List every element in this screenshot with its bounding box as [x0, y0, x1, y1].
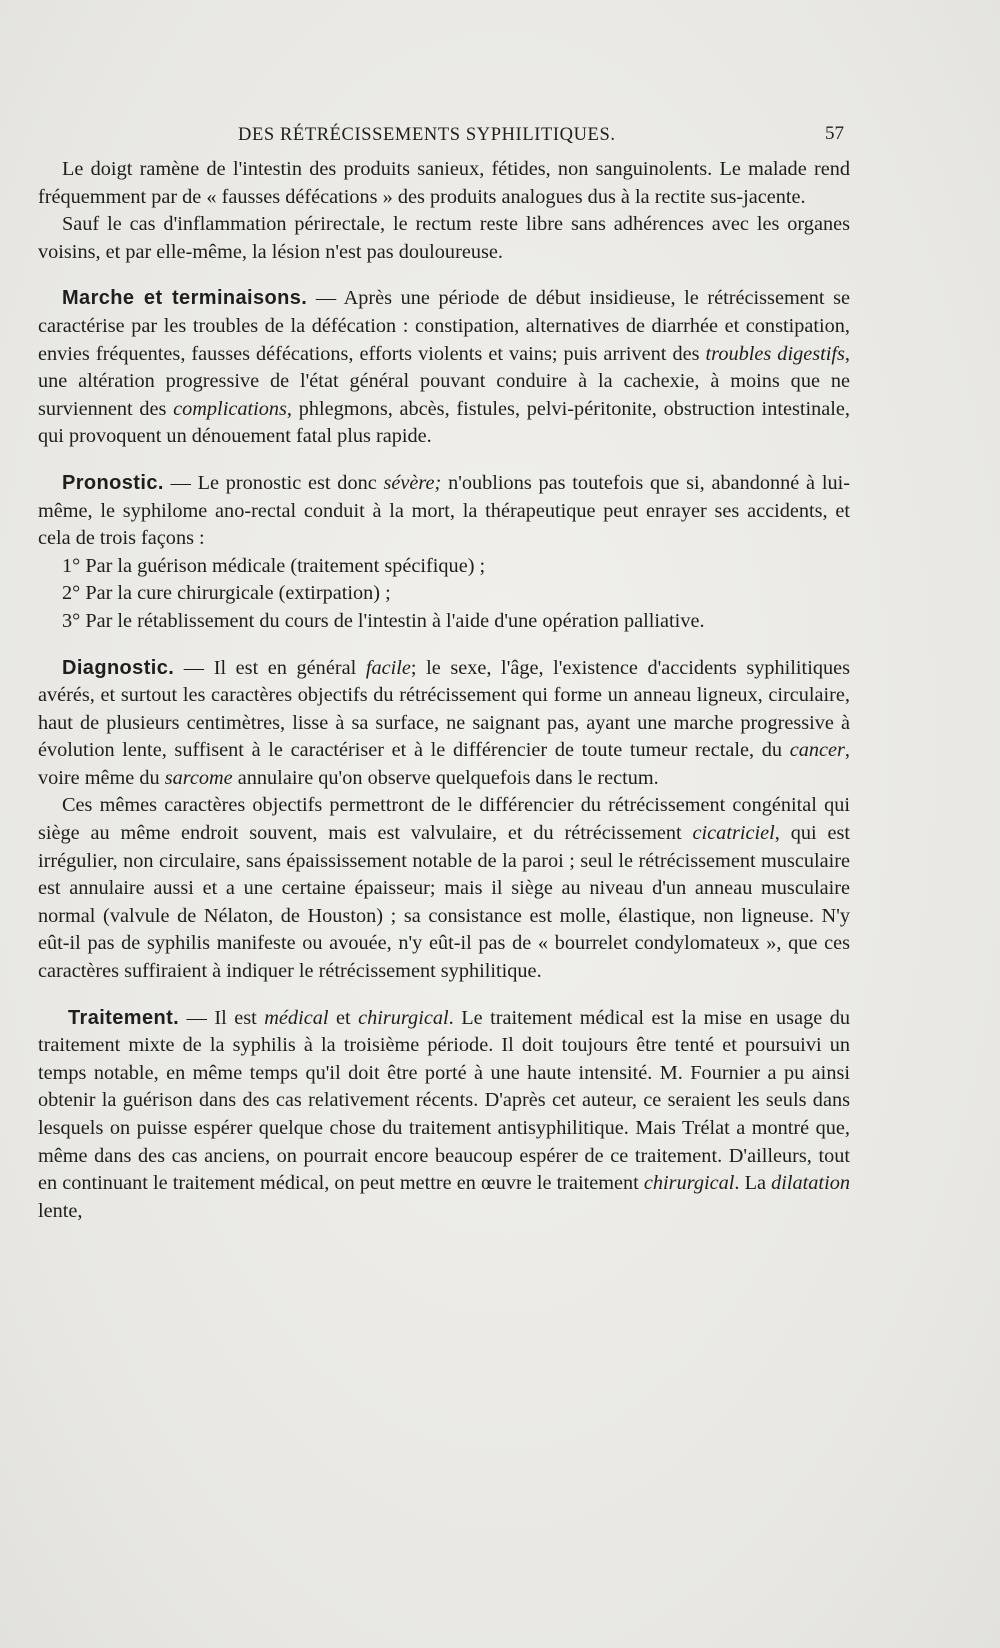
text-segment: . La [734, 1172, 772, 1195]
dash-separator: — [174, 656, 214, 679]
page-number: 57 [825, 123, 844, 144]
italic-term: troubles digestifs [705, 342, 845, 365]
italic-term: complications [173, 397, 287, 420]
text-segment: Le pronostic est donc [197, 471, 384, 494]
text-segment: Il est [214, 1006, 265, 1029]
dash-separator: — [307, 287, 344, 310]
paragraph-doigt: Le doigt ramène de l'intestin des produits sanieux, fétides, non sanguinolents. Le malade rend fréquemment par de « fausses défécations » des produits analogues dus à la rectite sus-jacente. [38, 158, 850, 208]
text-segment: , une altération progressive de l'état général pouvant conduire à la cachexie, à moins que ne surviennent des [38, 342, 850, 420]
text-segment: ; le sexe, l'âge, l'existence d'accidents syphilitiques avérés, et surtout les caractères objectifs du rétrécissement qui forme un anneau ligneux, circulaire, haut de plusieurs centimètres, lisse à sa surface, ne saignant pas, ayant une marche progressive à évolution lente, suffisent à le caractériser et à le différencier de toute tumeur rectale, du [38, 656, 851, 762]
text-segment: . Le traitement médical est la mise en usage du traitement mixte de la syphilis à la troisième période. Il doit toujours être tenté et poursuivi un temps notable, en même temps qu'il doit être porté à une haute intensité. M. Fournier a pu ainsi obtenir la guérison dans des cas relativement récents. D'après cet auteur, ce seraient les seuls dans lesquels on puisse espérer quelque chose du traitement antisyphilitique. Mais Trélat a montré que, même dans des cas anciens, on pourrait encore beaucoup espérer de ce traitement. D'ailleurs, tout en continuant le traitement médical, on peut mettre en œuvre le traitement [38, 1006, 850, 1195]
heading-traitement: Traitement. [68, 1006, 180, 1029]
running-title: DES RÉTRÉCISSEMENTS SYPHILITIQUES. [238, 125, 616, 145]
paragraph-caracteres [38, 792, 850, 985]
italic-term: médical [264, 1006, 329, 1029]
italic-term: cancer [789, 739, 845, 762]
text-segment: Ces mêmes caractères objectifs permettront de le différencier du rétrécissement congénital qui siège au même endroit souvent, mais est valvulaire, et du rétrécissement [38, 794, 850, 845]
text-segment: , phlegmons, abcès, fistules, pelvi-péritonite, obstruction intestinale, qui provoquent un dénouement fatal plus rapide. [38, 397, 850, 448]
section-pronostic [38, 470, 850, 553]
list-item-2: 2° Par la cure chirurgicale (extirpation) ; [62, 582, 391, 605]
section-marche [38, 285, 850, 451]
italic-term: cicatriciel [692, 822, 775, 845]
section-traitement [38, 1005, 850, 1226]
text-segment: Après une période de début insidieuse, le rétrécissement se caractérise par les troubles de la défécation : constipation, alternatives de diarrhée et constipation, envies fréquentes, fausses défécations, efforts violents et vains; puis arrivent des [38, 287, 850, 365]
heading-diagnostic: Diagnostic. [62, 656, 175, 679]
text-segment: lente, [38, 1199, 83, 1222]
italic-term: sévère; [383, 471, 442, 494]
running-head [0, 125, 1000, 149]
paragraph-inflammation: Sauf le cas d'inflammation périrectale, le rectum reste libre sans adhérences avec les organes voisins, et par elle-même, la lésion n'est pas douloureuse. [38, 213, 850, 263]
text-segment: , voire même du [38, 739, 850, 789]
dash-separator: — [163, 471, 198, 494]
text-segment: Il est en général [213, 656, 366, 679]
section-diagnostic [38, 655, 850, 793]
text-segment: n'oublions pas toutefois que si, abandonné à lui-même, le syphilome ano-rectal conduit à la mort, la thérapeutique peut enrayer ses accidents, et cela de trois façons : [38, 471, 850, 550]
list-item-3: 3° Par le rétablissement du cours de l'intestin à l'aide d'une opération palliative. [62, 609, 705, 632]
italic-term: chirurgical [643, 1172, 735, 1195]
italic-term: sarcome [164, 766, 233, 789]
italic-term: facile [365, 656, 411, 679]
body-text [38, 156, 850, 1225]
text-segment: , qui est irrégulier, non circulaire, sans épaississement notable de la paroi ; seul le rétrécissement musculaire est annulaire aussi et a une certaine épaisseur; mais il siège au niveau d'un anneau musculaire normal (valvule de Nélaton, de Houston) ; sa consistance est molle, élastique, non ligneuse. N'y eût-il pas de syphilis manifeste ou avouée, n'y eût-il pas de « bourrelet condylomateux », que ces caractères suffiraient à indiquer le rétrécissement syphilitique. [38, 822, 851, 983]
text-segment: annulaire qu'on observe quelquefois dans le rectum. [232, 766, 659, 789]
italic-term: dilatation [771, 1172, 850, 1195]
dash-separator: — [179, 1006, 215, 1029]
heading-marche: Marche et terminaisons. [62, 287, 308, 310]
text-segment: et [328, 1006, 359, 1029]
heading-pronostic: Pronostic. [62, 471, 164, 494]
list-item-1: 1° Par la guérison médicale (traitement spécifique) ; [62, 554, 486, 577]
italic-term: chirurgical [358, 1006, 449, 1029]
